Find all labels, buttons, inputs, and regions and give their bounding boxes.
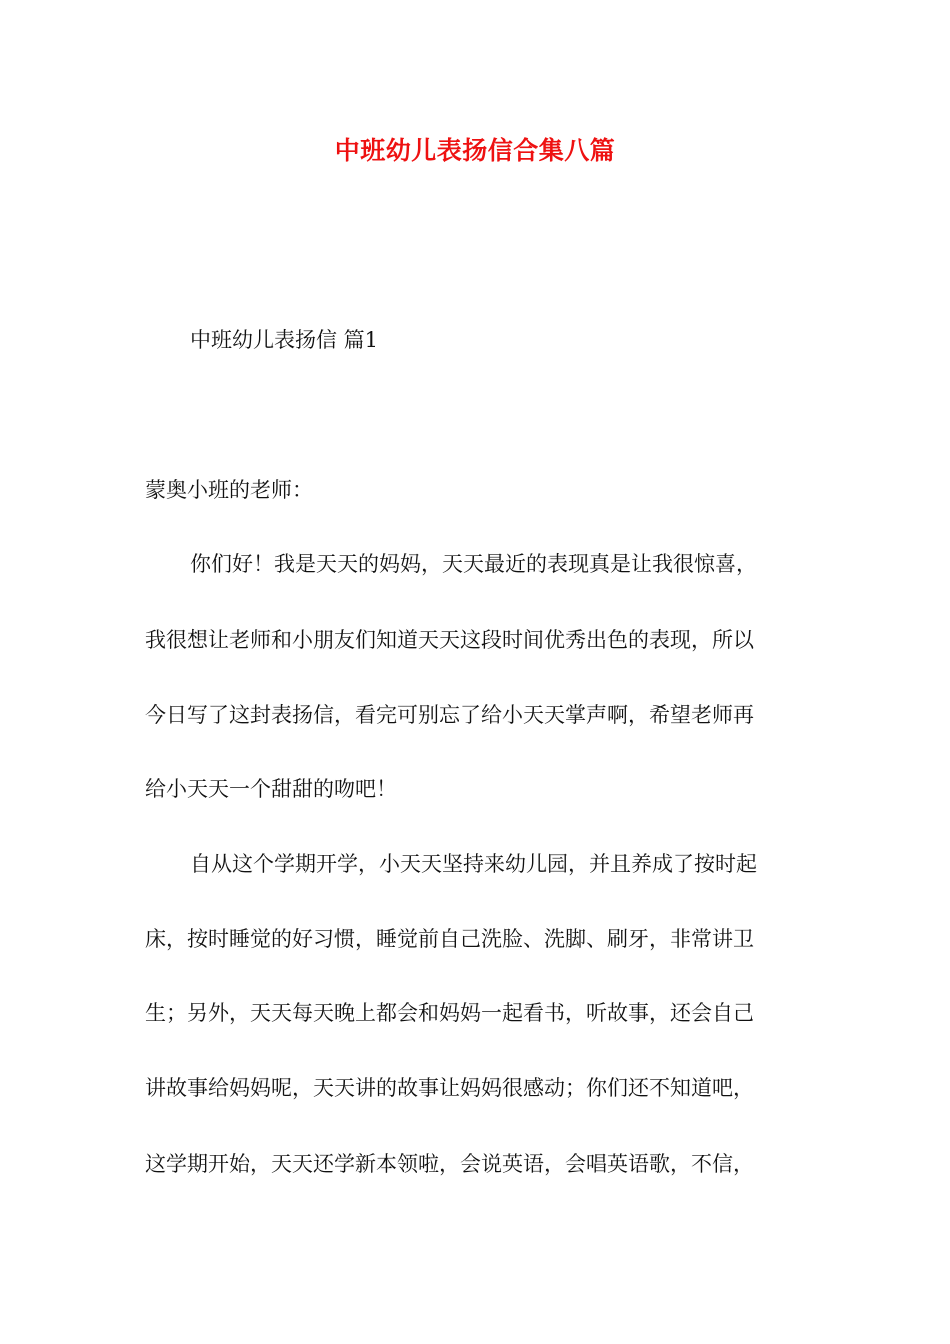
section-heading: 中班幼儿表扬信 篇1 bbox=[190, 328, 379, 352]
paragraph-line: 讲故事给妈妈呢，天天讲的故事让妈妈很感动；你们还不知道吧， bbox=[145, 1076, 754, 1100]
paragraph-line: 这学期开始，天天还学新本领啦，会说英语，会唱英语歌，不信， bbox=[145, 1152, 754, 1176]
paragraph-line: 我很想让老师和小朋友们知道天天这段时间优秀出色的表现，所以 bbox=[145, 628, 754, 652]
paragraph-line: 生；另外，天天每天晚上都会和妈妈一起看书，听故事，还会自己 bbox=[145, 1001, 754, 1025]
paragraph-line: 给小天天一个甜甜的吻吧！ bbox=[145, 777, 397, 801]
paragraph-line: 床，按时睡觉的好习惯，睡觉前自己洗脸、洗脚、刷牙，非常讲卫 bbox=[145, 927, 754, 951]
paragraph-line: 今日写了这封表扬信，看完可别忘了给小天天掌声啊，希望老师再 bbox=[145, 703, 754, 727]
paragraph-line: 自从这个学期开学，小天天坚持来幼儿园，并且养成了按时起 bbox=[190, 852, 757, 876]
salutation: 蒙奥小班的老师： bbox=[145, 478, 313, 502]
paragraph-line: 你们好！我是天天的妈妈，天天最近的表现真是让我很惊喜， bbox=[190, 552, 757, 576]
document-title: 中班幼儿表扬信合集八篇 bbox=[334, 136, 616, 165]
